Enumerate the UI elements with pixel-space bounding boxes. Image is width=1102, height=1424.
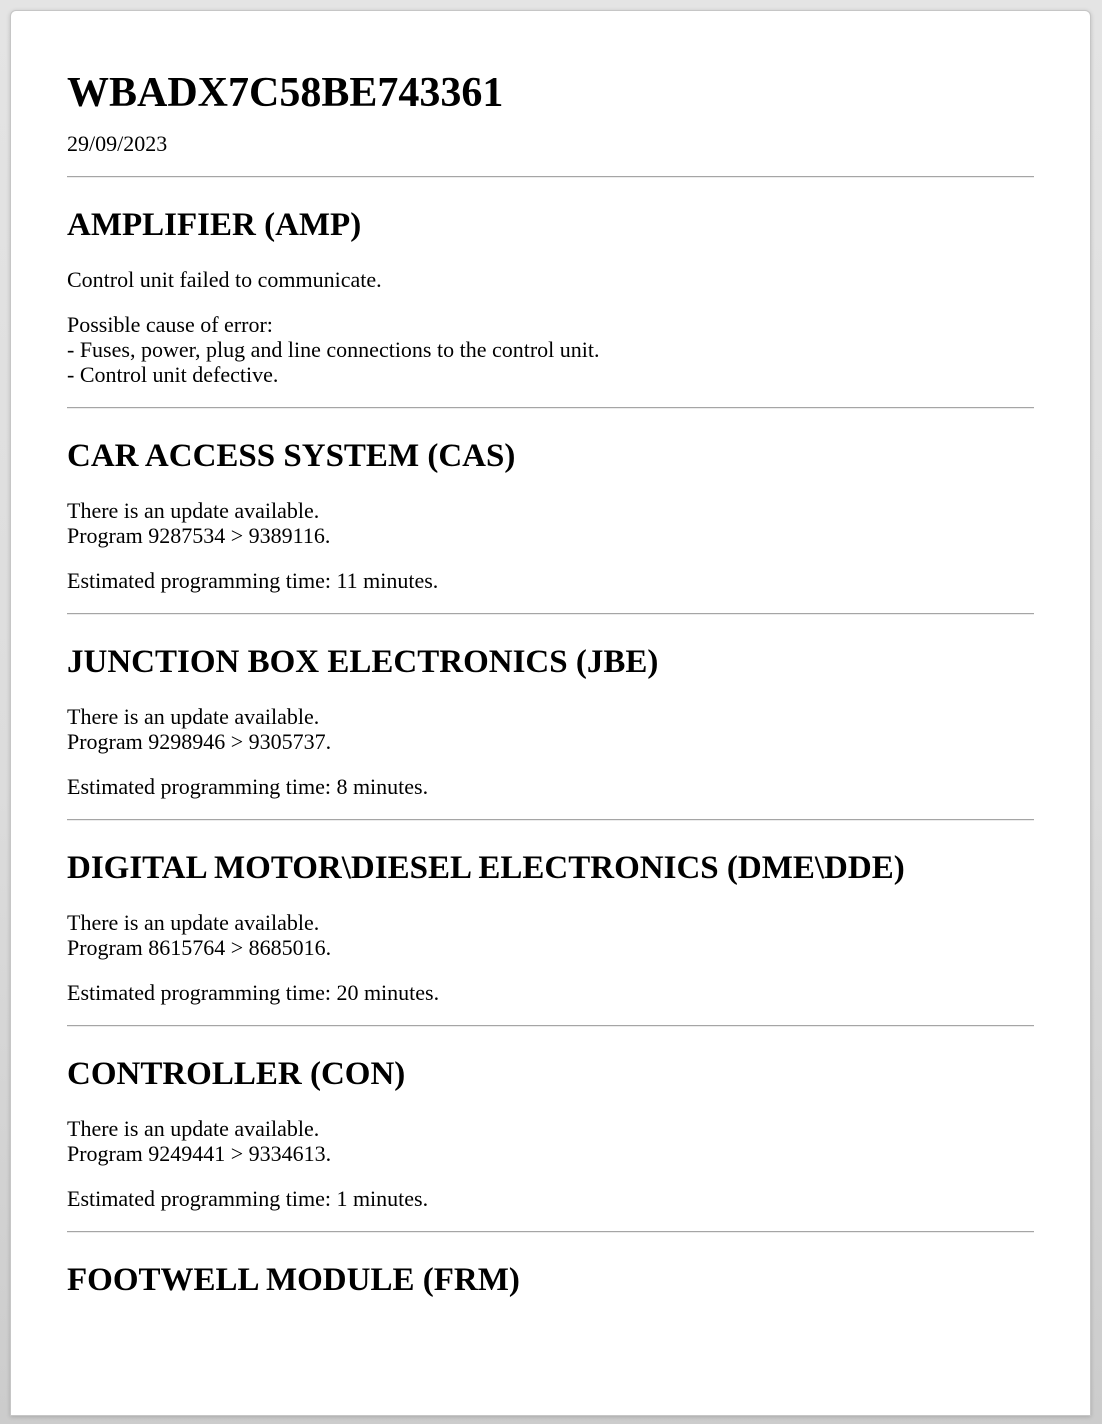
module-section [67,1231,1034,1299]
paragraph [67,498,1034,548]
paragraph [67,910,1034,960]
text-line: There is an update available. [67,704,320,730]
paragraph [67,267,1034,292]
section-divider [67,176,1034,178]
paragraph [67,312,1034,387]
page-title: WBADX7C58BE743361 [67,70,504,116]
module-section [67,176,1034,387]
section-divider [67,819,1034,821]
text-line: There is an update available. [67,498,320,524]
section-divider [67,1025,1034,1027]
text-line: Control unit failed to communicate. [67,267,382,293]
section-divider [67,1231,1034,1233]
paragraph [67,704,1034,754]
paragraph [67,1186,1034,1211]
text-line: Estimated programming time: 1 minutes. [67,1186,429,1212]
text-line: Program 9249441 > 9334613. [67,1141,332,1167]
section-heading: FOOTWELL MODULE (FRM) [67,1262,520,1299]
text-line: There is an update available. [67,1116,320,1142]
document-date: 29/09/2023 [67,131,168,157]
text-line: Program 8615764 > 8685016. [67,935,332,961]
text-line: Estimated programming time: 20 minutes. [67,980,440,1006]
document-page [10,10,1091,1416]
module-section [67,1025,1034,1211]
section-divider [67,407,1034,409]
section-heading: DIGITAL MOTOR\DIESEL ELECTRONICS (DME\DDE) [67,850,905,887]
section-divider [67,613,1034,615]
text-line: There is an update available. [67,910,320,936]
section-heading: CAR ACCESS SYSTEM (CAS) [67,438,516,475]
text-line: - Control unit defective. [67,362,279,388]
module-section [67,819,1034,1005]
section-heading: AMPLIFIER (AMP) [67,207,362,244]
paragraph [67,568,1034,593]
text-line: Possible cause of error: [67,312,273,338]
paragraph [67,980,1034,1005]
sections [67,176,1034,1299]
text-line: Estimated programming time: 8 minutes. [67,774,429,800]
paragraph [67,774,1034,799]
module-section [67,613,1034,799]
text-line: - Fuses, power, plug and line connections to the control unit. [67,337,600,363]
text-line: Program 9287534 > 9389116. [67,523,331,549]
section-heading: CONTROLLER (CON) [67,1056,406,1093]
section-heading: JUNCTION BOX ELECTRONICS (JBE) [67,644,659,681]
text-line: Estimated programming time: 11 minutes. [67,568,439,594]
text-line: Program 9298946 > 9305737. [67,729,332,755]
module-section [67,407,1034,593]
paragraph [67,1116,1034,1166]
